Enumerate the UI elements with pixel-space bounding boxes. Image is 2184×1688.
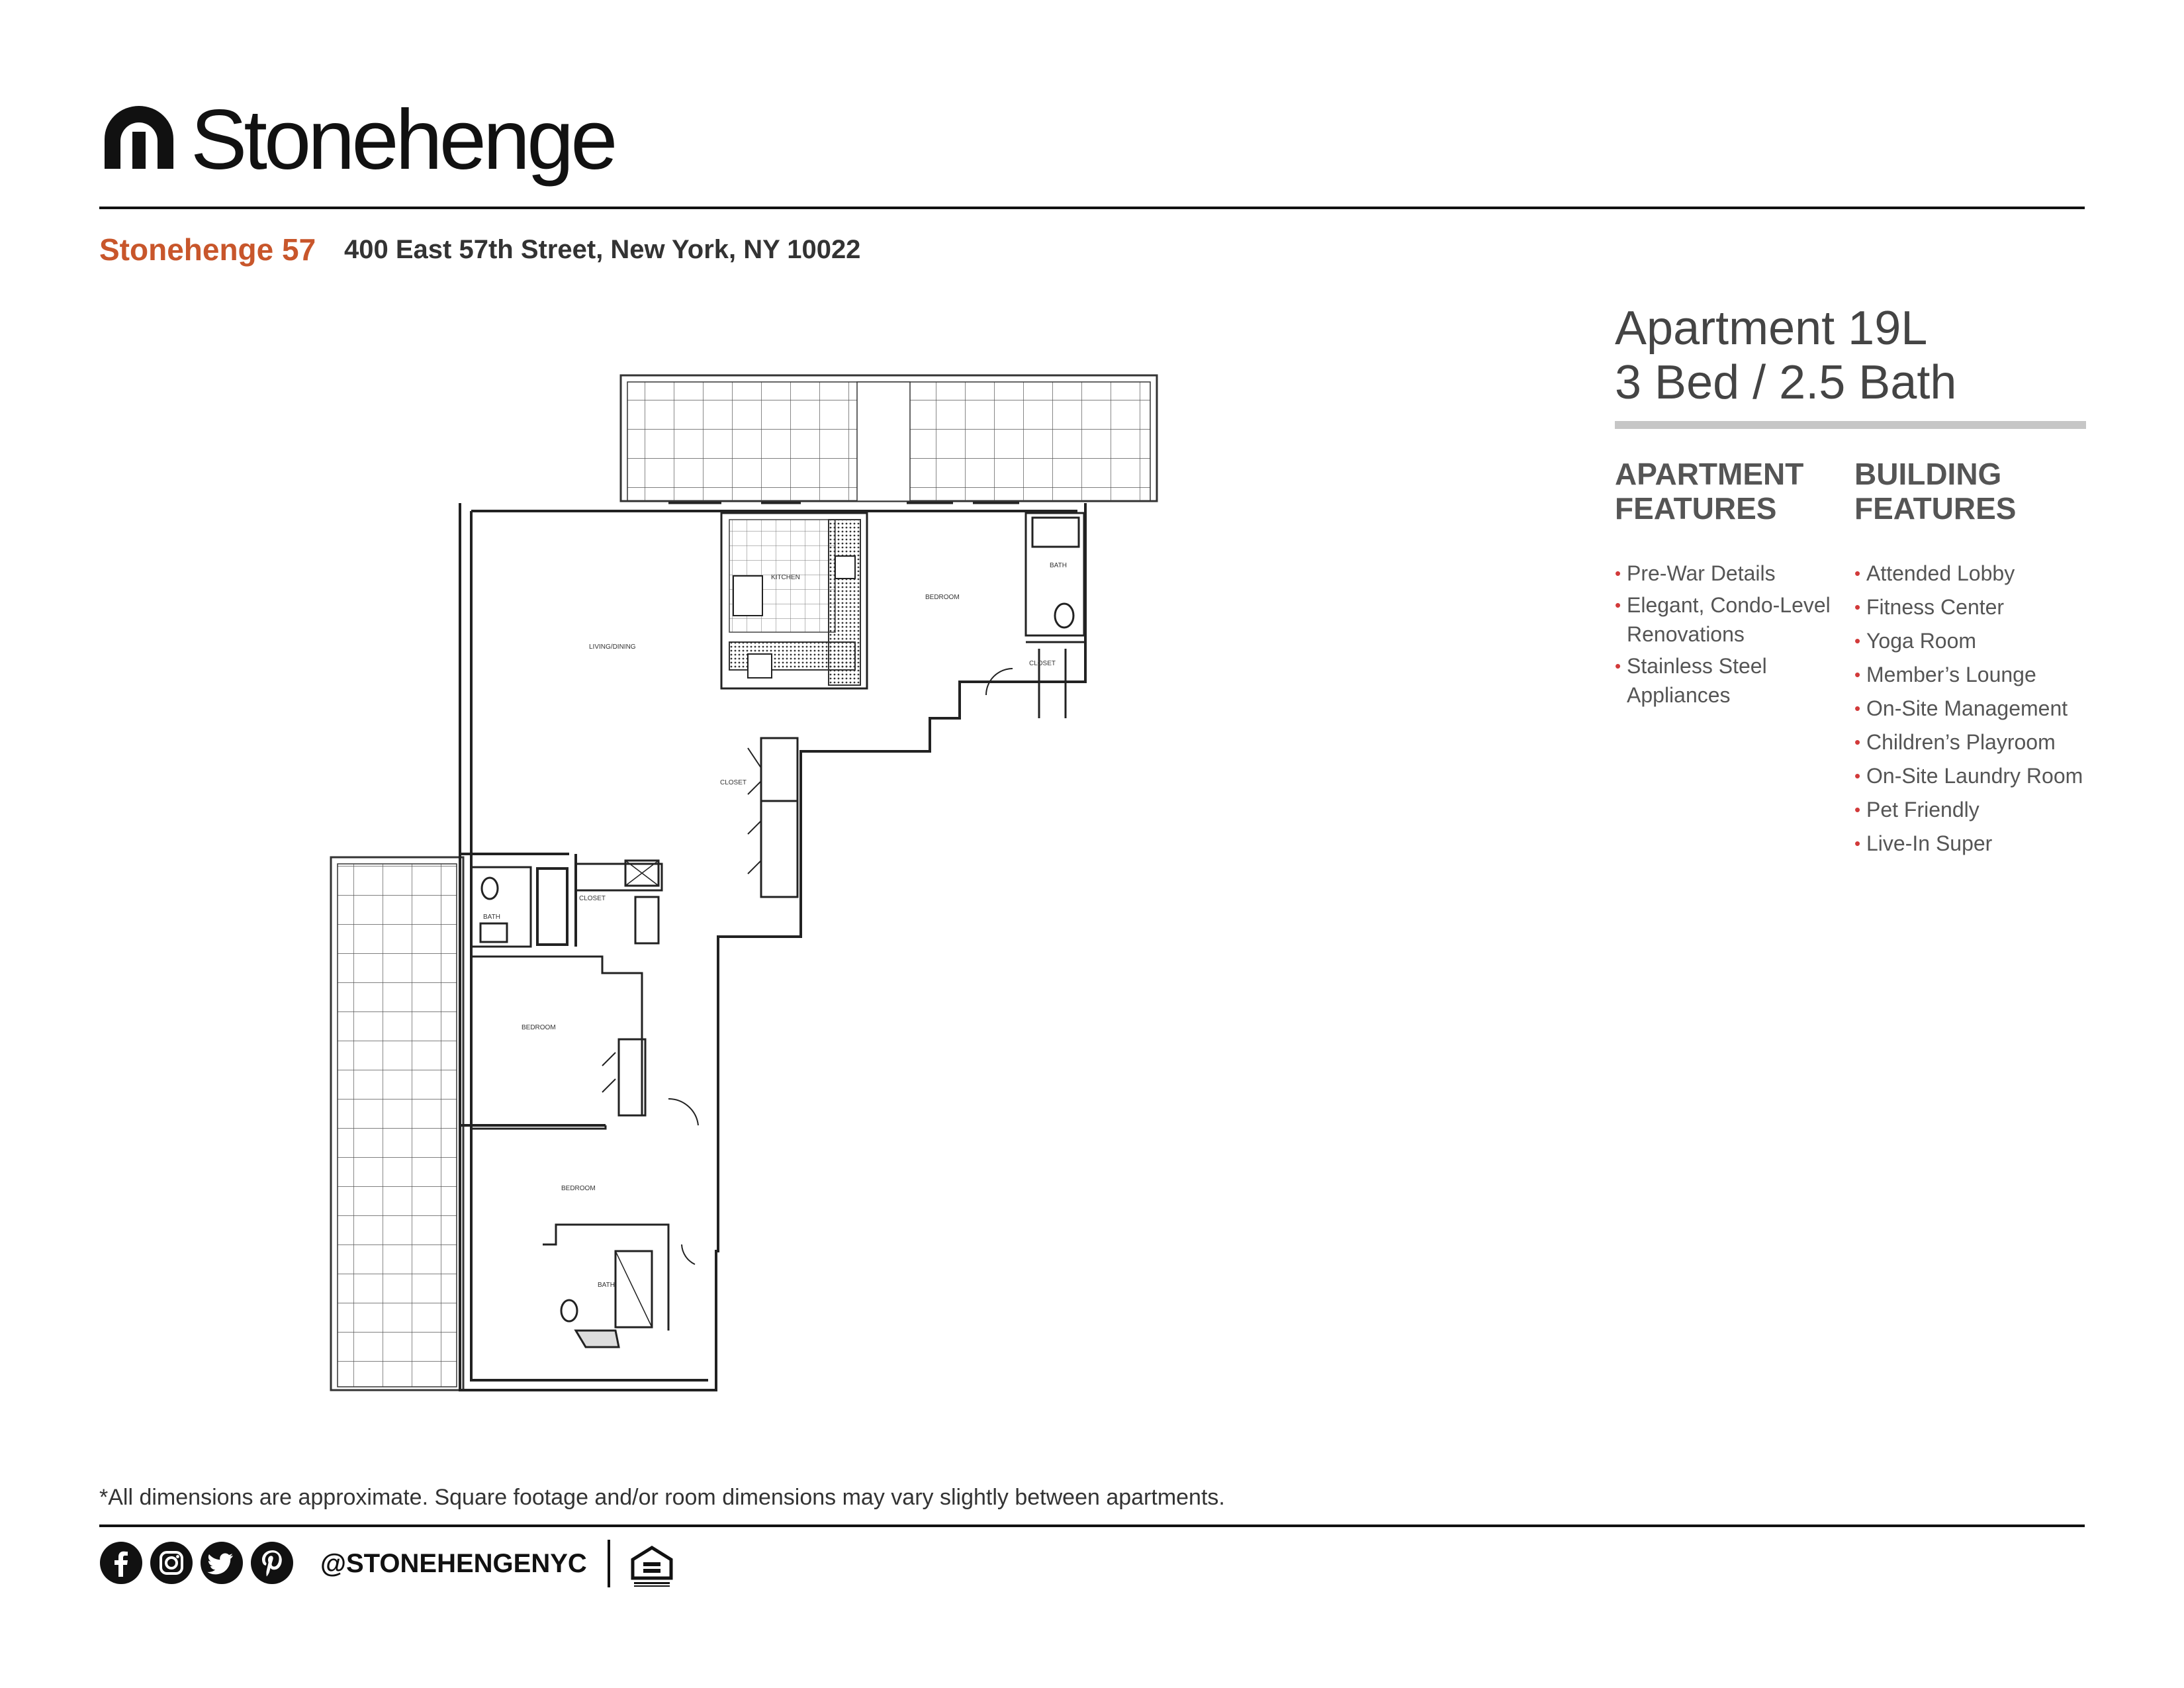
floor-plan bbox=[324, 371, 1165, 1417]
list-item: • Pre-War Details bbox=[1615, 559, 1831, 588]
apartment-heading bbox=[1615, 301, 1956, 410]
list-item: • On-Site Laundry Room bbox=[1854, 761, 2083, 790]
west-bath bbox=[471, 861, 662, 947]
room-label-bedroom-ne: BEDROOM bbox=[925, 594, 960, 601]
social-handle[interactable]: @STONEHENGENYC bbox=[320, 1549, 587, 1578]
room-label-bath-ne: BATH bbox=[1050, 562, 1067, 569]
list-item: • Fitness Center bbox=[1854, 592, 2083, 622]
logo-mark-icon bbox=[99, 103, 179, 175]
apartment-features-heading: APARTMENT FEATURES bbox=[1615, 457, 1804, 526]
room-label-bath-sw: BATH bbox=[598, 1282, 615, 1289]
west-bedroom bbox=[471, 957, 698, 1125]
room-label-closet-hall: CLOSET bbox=[720, 779, 747, 786]
apartment-walls bbox=[460, 503, 1085, 1390]
list-item: • On-Site Management bbox=[1854, 694, 2083, 723]
building-features-list bbox=[1854, 559, 2083, 858]
apartment-features-list bbox=[1615, 559, 1831, 710]
room-label-bedroom-w: BEDROOM bbox=[522, 1024, 556, 1031]
northeast-bedroom-suite bbox=[867, 513, 1085, 718]
room-label-bedroom-sw: BEDROOM bbox=[561, 1185, 596, 1192]
header-divider bbox=[99, 207, 2085, 209]
southwest-bedroom-suite bbox=[471, 1125, 695, 1347]
room-label-closet-w: CLOSET bbox=[579, 895, 606, 902]
room-label-bath-w: BATH bbox=[483, 914, 500, 921]
apartment-title: Apartment 19L bbox=[1615, 302, 1928, 355]
building-address: 400 East 57th Street, New York, NY 10022 bbox=[344, 235, 861, 264]
list-item: • Stainless Steel Appliances bbox=[1615, 651, 1831, 710]
building-name: Stonehenge 57 bbox=[99, 232, 316, 267]
list-item: • Member’s Lounge bbox=[1854, 660, 2083, 689]
list-item: • Elegant, Condo-Level Renovations bbox=[1615, 590, 1831, 649]
list-item: • Live-In Super bbox=[1854, 829, 2083, 858]
disclaimer: *All dimensions are approximate. Square footage and/or room dimensions may vary slightly between apartments. bbox=[99, 1485, 1225, 1510]
footer-divider bbox=[99, 1524, 2085, 1527]
room-label-closet-ne: CLOSET bbox=[1029, 660, 1056, 667]
equal-housing-icon bbox=[629, 1545, 675, 1589]
apartment-layout: 3 Bed / 2.5 Bath bbox=[1615, 356, 1957, 409]
list-item: • Attended Lobby bbox=[1854, 559, 2083, 588]
list-item: • Children’s Playroom bbox=[1854, 727, 2083, 757]
list-item: • Yoga Room bbox=[1854, 626, 2083, 655]
twitter-icon[interactable] bbox=[200, 1541, 244, 1585]
apartment-divider bbox=[1615, 421, 2086, 429]
floor-plan-drawing bbox=[324, 371, 1165, 1417]
brand-name: Stonehenge bbox=[191, 93, 615, 187]
footer-separator bbox=[608, 1540, 610, 1587]
west-terrace bbox=[331, 857, 463, 1390]
kitchen bbox=[721, 513, 867, 688]
room-label-living: LIVING/DINING bbox=[589, 643, 636, 651]
building-features-heading: BUILDING FEATURES bbox=[1854, 457, 2017, 526]
room-label-kitchen: KITCHEN bbox=[771, 574, 800, 581]
list-item: • Pet Friendly bbox=[1854, 795, 2083, 824]
hallway-closets bbox=[748, 738, 797, 897]
facebook-icon[interactable] bbox=[99, 1541, 143, 1585]
apartment-features bbox=[1615, 457, 1831, 712]
pinterest-icon[interactable] bbox=[250, 1541, 294, 1585]
building-features bbox=[1854, 457, 2083, 863]
north-terrace bbox=[621, 375, 1157, 501]
instagram-icon[interactable] bbox=[150, 1541, 193, 1585]
